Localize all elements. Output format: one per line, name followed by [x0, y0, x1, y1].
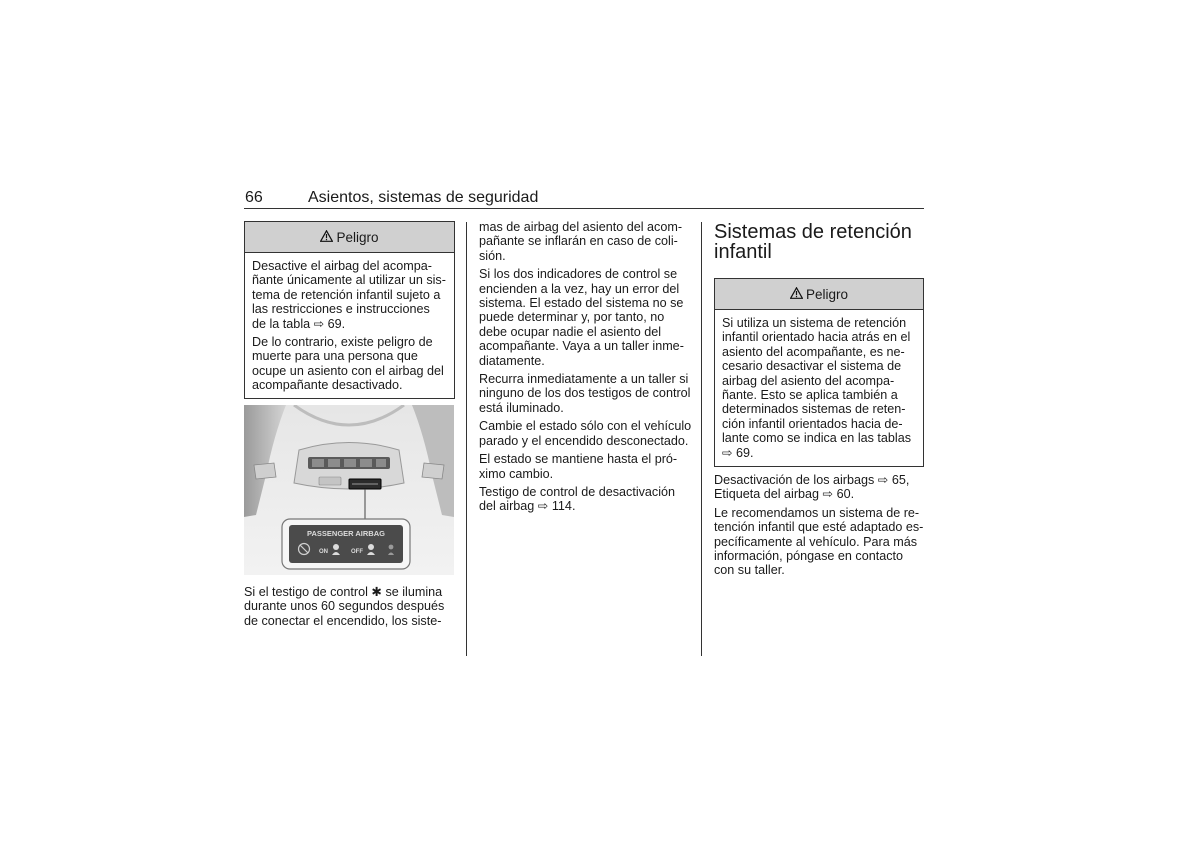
page-number: 66	[245, 189, 263, 206]
airbag-off-icon	[368, 544, 374, 550]
warning-triangle-icon	[790, 287, 803, 302]
header-divider	[244, 208, 924, 209]
column-divider-2	[701, 222, 702, 656]
overhead-console-illustration	[244, 405, 454, 575]
danger-text: Si utiliza un sistema de retención infantil orientado hacia atrás en el asiento del acompañante, es ne- cesario desactivar el sistema de airbag del asiento del acompa- ñante. Esto se aplica también a determinados sistemas de reten- ción infantil orientados hacia de- lante como se indica en las tablas ⇨ 69.	[722, 316, 912, 460]
danger-box-header	[715, 279, 923, 310]
col2-paragraph: Recurra inmediatamente a un taller si ninguno de los dos testigos de control está iluminado.	[479, 372, 691, 415]
danger-box-1	[244, 221, 455, 399]
col2-paragraph: Testigo de control de desactivación del airbag ⇨ 114.	[479, 484, 676, 514]
col1-body-text: Si el testigo de control ✱ se ilumina durante unos 60 segundos después de conectar el encendido, los siste-	[244, 585, 445, 628]
danger-title: Peligro	[805, 286, 849, 302]
column-3-body	[714, 473, 928, 582]
column-2	[479, 220, 693, 518]
airbag-off-label: OFF	[351, 549, 363, 555]
section-title: Asientos, sistemas de seguridad	[308, 189, 539, 206]
airbag-on-label: ON	[319, 549, 328, 555]
section-heading: Sistemas de retención infantil	[714, 221, 912, 263]
column-divider-1	[466, 222, 467, 656]
airbag-on-icon	[333, 544, 339, 550]
col2-paragraph: Si los dos indicadores de control se encienden a la vez, hay un error del sistema. El estado del sistema no se puede determinar y, por tanto, no debe ocupar nadie el asiento del acompañante. Vaya a un taller inme- diatamente.	[479, 267, 684, 368]
danger-title: Peligro	[336, 229, 379, 245]
danger-box-header	[245, 222, 454, 253]
col2-paragraph: Cambie el estado sólo con el vehículo parado y el encendido desconectado.	[479, 419, 692, 448]
danger-box-2	[714, 278, 924, 467]
passenger-airbag-label: PASSENGER AIRBAG	[307, 529, 385, 538]
warning-triangle-icon	[320, 230, 333, 245]
col2-paragraph: El estado se mantiene hasta el pró- ximo cambio.	[479, 452, 678, 481]
seat-belt-reminder-icon	[389, 545, 394, 550]
danger-text-1: Desactive el airbag del acompa- ñante únicamente al utilizar un sis- tema de retención infantil sujeto a las restricciones e instrucciones de la tabla ⇨ 69.	[252, 259, 446, 331]
col3-paragraph: Desactivación de los airbags ⇨ 65, Etiqueta del airbag ⇨ 60.	[714, 473, 910, 502]
overhead-console-drawing	[244, 405, 454, 575]
col3-paragraph: Le recomendamos un sistema de re- tención infantil que esté adaptado es- pecíficamente al vehículo. Para más información, póngase en contacto con su taller.	[714, 505, 924, 578]
col2-paragraph: mas de airbag del asiento del acom- pañante se inflarán en caso de coli- sión.	[479, 220, 683, 263]
danger-text-2: De lo contrario, existe peligro de muerte para una persona que ocupe un asiento con el airbag del acompañante desactivado.	[252, 335, 444, 393]
